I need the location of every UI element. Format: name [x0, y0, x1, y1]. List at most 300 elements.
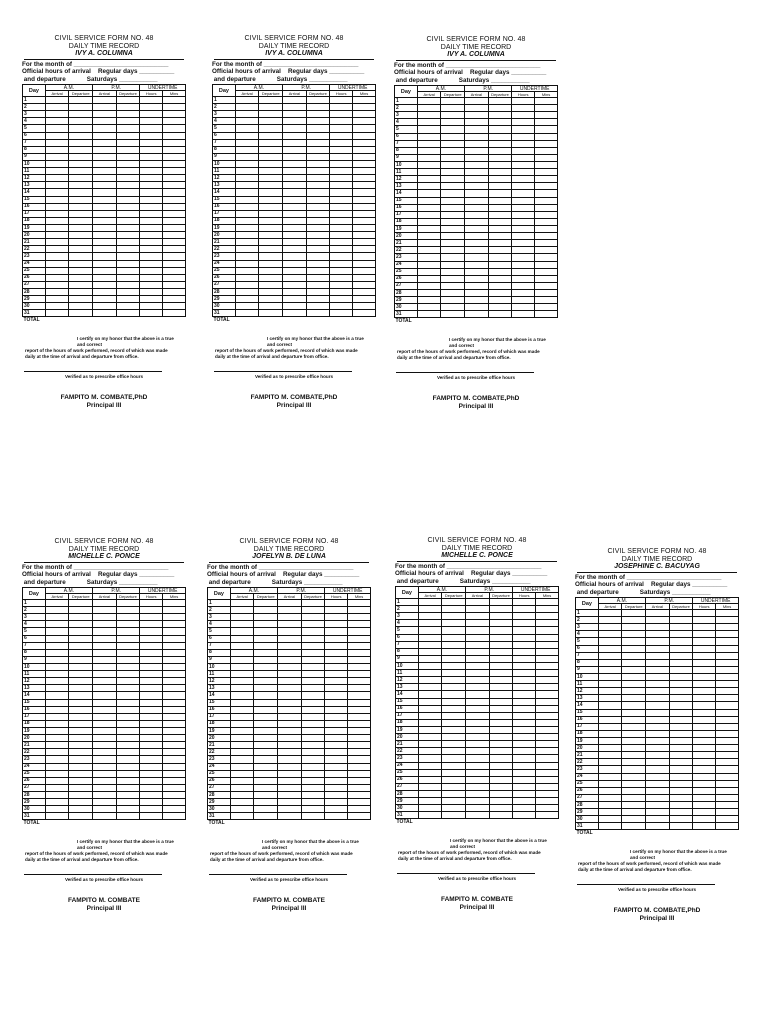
pm-departure-cell[interactable]	[116, 770, 140, 777]
am-departure-cell[interactable]	[69, 706, 93, 713]
am-departure-cell[interactable]	[441, 119, 465, 126]
pm-departure-cell[interactable]	[489, 613, 513, 620]
pm-departure-cell[interactable]	[301, 699, 325, 706]
pm-arrival-cell[interactable]	[466, 662, 490, 669]
undertime-hours-cell[interactable]	[325, 621, 348, 628]
undertime-mins-cell[interactable]	[535, 140, 558, 147]
pm-arrival-cell[interactable]	[278, 713, 302, 720]
am-arrival-cell[interactable]	[417, 254, 441, 261]
am-arrival-cell[interactable]	[45, 125, 69, 132]
pm-arrival-cell[interactable]	[93, 656, 117, 663]
pm-departure-cell[interactable]	[669, 638, 693, 645]
pm-arrival-cell[interactable]	[278, 649, 302, 656]
pm-arrival-cell[interactable]	[283, 253, 307, 260]
am-departure-cell[interactable]	[442, 741, 466, 748]
am-arrival-cell[interactable]	[45, 663, 69, 670]
undertime-mins-cell[interactable]	[163, 232, 186, 239]
am-departure-cell[interactable]	[442, 620, 466, 627]
pm-arrival-cell[interactable]	[646, 766, 670, 773]
undertime-hours-cell[interactable]	[140, 735, 163, 742]
pm-arrival-cell[interactable]	[465, 254, 489, 261]
am-departure-cell[interactable]	[622, 809, 646, 816]
pm-departure-cell[interactable]	[301, 784, 325, 791]
undertime-mins-cell[interactable]	[535, 261, 558, 268]
am-departure-cell[interactable]	[442, 748, 466, 755]
pm-arrival-cell[interactable]	[93, 260, 117, 267]
am-arrival-cell[interactable]	[45, 806, 69, 813]
pm-departure-cell[interactable]	[488, 119, 512, 126]
pm-departure-cell[interactable]	[669, 759, 693, 766]
am-departure-cell[interactable]	[622, 723, 646, 730]
pm-arrival-cell[interactable]	[93, 303, 117, 310]
am-arrival-cell[interactable]	[45, 97, 69, 104]
undertime-hours-cell[interactable]	[693, 823, 716, 830]
am-departure-cell[interactable]	[441, 311, 465, 318]
pm-arrival-cell[interactable]	[93, 777, 117, 784]
undertime-mins-cell[interactable]	[163, 749, 186, 756]
undertime-mins-cell[interactable]	[535, 268, 558, 275]
undertime-mins-cell[interactable]	[536, 634, 559, 641]
am-arrival-cell[interactable]	[418, 762, 442, 769]
undertime-hours-cell[interactable]	[512, 289, 535, 296]
undertime-hours-cell[interactable]	[330, 296, 353, 303]
pm-arrival-cell[interactable]	[278, 600, 302, 607]
am-arrival-cell[interactable]	[418, 726, 442, 733]
pm-arrival-cell[interactable]	[93, 274, 117, 281]
pm-arrival-cell[interactable]	[93, 628, 117, 635]
am-departure-cell[interactable]	[441, 233, 465, 240]
undertime-mins-cell[interactable]	[163, 97, 186, 104]
pm-arrival-cell[interactable]	[93, 663, 117, 670]
am-departure-cell[interactable]	[254, 713, 278, 720]
undertime-hours-cell[interactable]	[693, 787, 716, 794]
pm-arrival-cell[interactable]	[466, 655, 490, 662]
am-arrival-cell[interactable]	[230, 685, 254, 692]
undertime-hours-cell[interactable]	[693, 794, 716, 801]
pm-arrival-cell[interactable]	[93, 217, 117, 224]
am-arrival-cell[interactable]	[417, 268, 441, 275]
am-departure-cell[interactable]	[441, 147, 465, 154]
undertime-hours-cell[interactable]	[513, 662, 536, 669]
undertime-hours-cell[interactable]	[330, 281, 353, 288]
am-arrival-cell[interactable]	[45, 699, 69, 706]
pm-arrival-cell[interactable]	[283, 168, 307, 175]
pm-arrival-cell[interactable]	[93, 153, 117, 160]
pm-arrival-cell[interactable]	[278, 614, 302, 621]
am-departure-cell[interactable]	[69, 621, 93, 628]
pm-departure-cell[interactable]	[489, 762, 513, 769]
am-arrival-cell[interactable]	[417, 261, 441, 268]
pm-arrival-cell[interactable]	[646, 702, 670, 709]
pm-departure-cell[interactable]	[116, 649, 140, 656]
undertime-hours-cell[interactable]	[140, 749, 163, 756]
pm-departure-cell[interactable]	[489, 776, 513, 783]
pm-departure-cell[interactable]	[116, 160, 140, 167]
am-arrival-cell[interactable]	[235, 260, 259, 267]
pm-departure-cell[interactable]	[488, 268, 512, 275]
pm-arrival-cell[interactable]	[93, 253, 117, 260]
undertime-hours-cell[interactable]	[330, 196, 353, 203]
pm-departure-cell[interactable]	[116, 678, 140, 685]
undertime-mins-cell[interactable]	[348, 678, 371, 685]
am-arrival-cell[interactable]	[45, 203, 69, 210]
pm-departure-cell[interactable]	[669, 737, 693, 744]
undertime-hours-cell[interactable]	[693, 659, 716, 666]
am-arrival-cell[interactable]	[418, 798, 442, 805]
undertime-mins-cell[interactable]	[353, 267, 376, 274]
pm-departure-cell[interactable]	[488, 169, 512, 176]
am-departure-cell[interactable]	[259, 111, 283, 118]
pm-arrival-cell[interactable]	[283, 310, 307, 317]
pm-departure-cell[interactable]	[489, 677, 513, 684]
undertime-hours-cell[interactable]	[325, 614, 348, 621]
pm-departure-cell[interactable]	[489, 734, 513, 741]
undertime-mins-cell[interactable]	[535, 183, 558, 190]
pm-arrival-cell[interactable]	[93, 182, 117, 189]
pm-departure-cell[interactable]	[488, 190, 512, 197]
am-departure-cell[interactable]	[69, 713, 93, 720]
pm-arrival-cell[interactable]	[93, 111, 117, 118]
undertime-hours-cell[interactable]	[140, 104, 163, 111]
am-departure-cell[interactable]	[442, 698, 466, 705]
am-arrival-cell[interactable]	[230, 663, 254, 670]
undertime-mins-cell[interactable]	[163, 699, 186, 706]
undertime-mins-cell[interactable]	[163, 260, 186, 267]
undertime-mins-cell[interactable]	[353, 253, 376, 260]
undertime-mins-cell[interactable]	[716, 688, 739, 695]
am-departure-cell[interactable]	[622, 794, 646, 801]
am-departure-cell[interactable]	[441, 176, 465, 183]
pm-departure-cell[interactable]	[489, 748, 513, 755]
undertime-mins-cell[interactable]	[535, 169, 558, 176]
pm-departure-cell[interactable]	[669, 688, 693, 695]
am-departure-cell[interactable]	[69, 770, 93, 777]
pm-departure-cell[interactable]	[116, 210, 140, 217]
am-departure-cell[interactable]	[254, 784, 278, 791]
pm-departure-cell[interactable]	[116, 685, 140, 692]
undertime-mins-cell[interactable]	[353, 224, 376, 231]
pm-arrival-cell[interactable]	[466, 677, 490, 684]
undertime-mins-cell[interactable]	[353, 281, 376, 288]
pm-departure-cell[interactable]	[116, 189, 140, 196]
pm-departure-cell[interactable]	[301, 614, 325, 621]
pm-arrival-cell[interactable]	[465, 176, 489, 183]
am-departure-cell[interactable]	[254, 642, 278, 649]
am-departure-cell[interactable]	[69, 720, 93, 727]
undertime-hours-cell[interactable]	[513, 741, 536, 748]
pm-departure-cell[interactable]	[488, 183, 512, 190]
pm-arrival-cell[interactable]	[465, 147, 489, 154]
am-departure-cell[interactable]	[259, 296, 283, 303]
pm-departure-cell[interactable]	[116, 246, 140, 253]
undertime-hours-cell[interactable]	[140, 160, 163, 167]
pm-arrival-cell[interactable]	[646, 759, 670, 766]
undertime-hours-cell[interactable]	[512, 297, 535, 304]
pm-departure-cell[interactable]	[306, 168, 330, 175]
pm-arrival-cell[interactable]	[646, 638, 670, 645]
pm-arrival-cell[interactable]	[465, 154, 489, 161]
pm-departure-cell[interactable]	[301, 628, 325, 635]
pm-departure-cell[interactable]	[301, 642, 325, 649]
pm-arrival-cell[interactable]	[646, 737, 670, 744]
undertime-hours-cell[interactable]	[513, 726, 536, 733]
pm-arrival-cell[interactable]	[278, 749, 302, 756]
pm-arrival-cell[interactable]	[466, 805, 490, 812]
pm-departure-cell[interactable]	[116, 111, 140, 118]
undertime-mins-cell[interactable]	[348, 763, 371, 770]
am-arrival-cell[interactable]	[45, 678, 69, 685]
undertime-mins-cell[interactable]	[163, 628, 186, 635]
am-arrival-cell[interactable]	[235, 310, 259, 317]
am-departure-cell[interactable]	[442, 776, 466, 783]
undertime-hours-cell[interactable]	[693, 652, 716, 659]
am-departure-cell[interactable]	[622, 624, 646, 631]
pm-arrival-cell[interactable]	[278, 671, 302, 678]
am-departure-cell[interactable]	[69, 281, 93, 288]
pm-departure-cell[interactable]	[669, 752, 693, 759]
am-departure-cell[interactable]	[259, 217, 283, 224]
am-departure-cell[interactable]	[254, 799, 278, 806]
am-departure-cell[interactable]	[442, 719, 466, 726]
am-departure-cell[interactable]	[259, 139, 283, 146]
pm-arrival-cell[interactable]	[646, 695, 670, 702]
undertime-mins-cell[interactable]	[348, 777, 371, 784]
undertime-hours-cell[interactable]	[140, 713, 163, 720]
am-departure-cell[interactable]	[254, 663, 278, 670]
pm-arrival-cell[interactable]	[93, 139, 117, 146]
undertime-hours-cell[interactable]	[330, 118, 353, 125]
pm-arrival-cell[interactable]	[466, 606, 490, 613]
am-departure-cell[interactable]	[441, 190, 465, 197]
pm-departure-cell[interactable]	[116, 656, 140, 663]
am-arrival-cell[interactable]	[45, 671, 69, 678]
undertime-mins-cell[interactable]	[353, 160, 376, 167]
pm-arrival-cell[interactable]	[93, 118, 117, 125]
undertime-mins-cell[interactable]	[353, 288, 376, 295]
undertime-hours-cell[interactable]	[693, 752, 716, 759]
pm-departure-cell[interactable]	[306, 189, 330, 196]
pm-departure-cell[interactable]	[116, 742, 140, 749]
undertime-mins-cell[interactable]	[536, 783, 559, 790]
undertime-mins-cell[interactable]	[348, 791, 371, 798]
am-arrival-cell[interactable]	[418, 741, 442, 748]
pm-departure-cell[interactable]	[301, 635, 325, 642]
undertime-hours-cell[interactable]	[140, 260, 163, 267]
undertime-mins-cell[interactable]	[536, 670, 559, 677]
am-departure-cell[interactable]	[69, 735, 93, 742]
undertime-hours-cell[interactable]	[330, 217, 353, 224]
am-departure-cell[interactable]	[442, 762, 466, 769]
pm-departure-cell[interactable]	[116, 253, 140, 260]
am-arrival-cell[interactable]	[235, 168, 259, 175]
pm-arrival-cell[interactable]	[93, 635, 117, 642]
undertime-mins-cell[interactable]	[163, 146, 186, 153]
undertime-hours-cell[interactable]	[140, 671, 163, 678]
pm-arrival-cell[interactable]	[283, 239, 307, 246]
pm-departure-cell[interactable]	[669, 681, 693, 688]
undertime-hours-cell[interactable]	[325, 607, 348, 614]
undertime-mins-cell[interactable]	[163, 104, 186, 111]
pm-arrival-cell[interactable]	[465, 126, 489, 133]
pm-departure-cell[interactable]	[116, 791, 140, 798]
undertime-hours-cell[interactable]	[140, 146, 163, 153]
am-arrival-cell[interactable]	[45, 132, 69, 139]
undertime-hours-cell[interactable]	[140, 777, 163, 784]
pm-departure-cell[interactable]	[488, 147, 512, 154]
am-departure-cell[interactable]	[441, 204, 465, 211]
am-departure-cell[interactable]	[69, 210, 93, 217]
undertime-hours-cell[interactable]	[140, 189, 163, 196]
pm-arrival-cell[interactable]	[646, 688, 670, 695]
pm-arrival-cell[interactable]	[93, 649, 117, 656]
pm-departure-cell[interactable]	[301, 806, 325, 813]
pm-departure-cell[interactable]	[669, 673, 693, 680]
undertime-mins-cell[interactable]	[536, 606, 559, 613]
pm-departure-cell[interactable]	[489, 606, 513, 613]
am-departure-cell[interactable]	[441, 254, 465, 261]
pm-departure-cell[interactable]	[116, 749, 140, 756]
am-arrival-cell[interactable]	[45, 784, 69, 791]
pm-arrival-cell[interactable]	[646, 816, 670, 823]
am-departure-cell[interactable]	[442, 734, 466, 741]
undertime-hours-cell[interactable]	[330, 232, 353, 239]
am-departure-cell[interactable]	[259, 182, 283, 189]
am-departure-cell[interactable]	[69, 685, 93, 692]
pm-arrival-cell[interactable]	[465, 282, 489, 289]
am-departure-cell[interactable]	[69, 125, 93, 132]
undertime-mins-cell[interactable]	[716, 737, 739, 744]
undertime-mins-cell[interactable]	[353, 104, 376, 111]
am-arrival-cell[interactable]	[598, 766, 622, 773]
pm-arrival-cell[interactable]	[465, 119, 489, 126]
pm-departure-cell[interactable]	[306, 210, 330, 217]
am-arrival-cell[interactable]	[230, 791, 254, 798]
undertime-hours-cell[interactable]	[140, 182, 163, 189]
undertime-hours-cell[interactable]	[325, 727, 348, 734]
am-arrival-cell[interactable]	[230, 806, 254, 813]
undertime-mins-cell[interactable]	[716, 659, 739, 666]
pm-arrival-cell[interactable]	[465, 297, 489, 304]
am-arrival-cell[interactable]	[417, 161, 441, 168]
pm-arrival-cell[interactable]	[93, 175, 117, 182]
am-arrival-cell[interactable]	[235, 175, 259, 182]
undertime-mins-cell[interactable]	[163, 132, 186, 139]
undertime-mins-cell[interactable]	[163, 203, 186, 210]
pm-departure-cell[interactable]	[116, 260, 140, 267]
am-departure-cell[interactable]	[69, 118, 93, 125]
am-departure-cell[interactable]	[69, 189, 93, 196]
pm-arrival-cell[interactable]	[93, 267, 117, 274]
undertime-mins-cell[interactable]	[163, 635, 186, 642]
am-departure-cell[interactable]	[442, 662, 466, 669]
am-departure-cell[interactable]	[442, 691, 466, 698]
am-arrival-cell[interactable]	[235, 146, 259, 153]
undertime-mins-cell[interactable]	[535, 240, 558, 247]
pm-departure-cell[interactable]	[116, 217, 140, 224]
undertime-hours-cell[interactable]	[330, 288, 353, 295]
am-arrival-cell[interactable]	[417, 282, 441, 289]
pm-arrival-cell[interactable]	[283, 303, 307, 310]
am-arrival-cell[interactable]	[417, 311, 441, 318]
am-departure-cell[interactable]	[254, 763, 278, 770]
am-arrival-cell[interactable]	[598, 652, 622, 659]
undertime-mins-cell[interactable]	[348, 742, 371, 749]
undertime-mins-cell[interactable]	[353, 97, 376, 104]
pm-arrival-cell[interactable]	[465, 211, 489, 218]
undertime-hours-cell[interactable]	[693, 745, 716, 752]
am-arrival-cell[interactable]	[45, 763, 69, 770]
undertime-mins-cell[interactable]	[163, 756, 186, 763]
pm-arrival-cell[interactable]	[278, 813, 302, 820]
undertime-hours-cell[interactable]	[140, 111, 163, 118]
am-arrival-cell[interactable]	[45, 281, 69, 288]
pm-departure-cell[interactable]	[669, 695, 693, 702]
am-arrival-cell[interactable]	[598, 801, 622, 808]
undertime-mins-cell[interactable]	[163, 267, 186, 274]
undertime-hours-cell[interactable]	[330, 111, 353, 118]
pm-arrival-cell[interactable]	[93, 713, 117, 720]
am-departure-cell[interactable]	[69, 175, 93, 182]
undertime-mins-cell[interactable]	[536, 726, 559, 733]
am-arrival-cell[interactable]	[230, 749, 254, 756]
undertime-mins-cell[interactable]	[535, 289, 558, 296]
pm-arrival-cell[interactable]	[283, 153, 307, 160]
am-arrival-cell[interactable]	[418, 734, 442, 741]
undertime-mins-cell[interactable]	[348, 685, 371, 692]
am-arrival-cell[interactable]	[417, 225, 441, 232]
pm-arrival-cell[interactable]	[646, 752, 670, 759]
undertime-hours-cell[interactable]	[330, 168, 353, 175]
pm-departure-cell[interactable]	[301, 621, 325, 628]
am-departure-cell[interactable]	[441, 161, 465, 168]
undertime-mins-cell[interactable]	[535, 176, 558, 183]
am-departure-cell[interactable]	[69, 288, 93, 295]
pm-departure-cell[interactable]	[488, 161, 512, 168]
pm-departure-cell[interactable]	[116, 175, 140, 182]
undertime-hours-cell[interactable]	[330, 97, 353, 104]
pm-departure-cell[interactable]	[116, 813, 140, 820]
undertime-hours-cell[interactable]	[325, 791, 348, 798]
pm-arrival-cell[interactable]	[466, 748, 490, 755]
undertime-mins-cell[interactable]	[163, 168, 186, 175]
am-departure-cell[interactable]	[441, 98, 465, 105]
pm-departure-cell[interactable]	[489, 698, 513, 705]
am-arrival-cell[interactable]	[230, 713, 254, 720]
undertime-hours-cell[interactable]	[140, 224, 163, 231]
pm-departure-cell[interactable]	[116, 125, 140, 132]
am-arrival-cell[interactable]	[230, 607, 254, 614]
am-departure-cell[interactable]	[441, 247, 465, 254]
pm-arrival-cell[interactable]	[283, 281, 307, 288]
am-arrival-cell[interactable]	[417, 197, 441, 204]
undertime-hours-cell[interactable]	[512, 261, 535, 268]
pm-arrival-cell[interactable]	[465, 140, 489, 147]
pm-arrival-cell[interactable]	[465, 98, 489, 105]
undertime-hours-cell[interactable]	[512, 225, 535, 232]
undertime-hours-cell[interactable]	[512, 268, 535, 275]
am-arrival-cell[interactable]	[598, 730, 622, 737]
am-departure-cell[interactable]	[254, 649, 278, 656]
pm-arrival-cell[interactable]	[465, 304, 489, 311]
undertime-hours-cell[interactable]	[140, 310, 163, 317]
pm-arrival-cell[interactable]	[283, 189, 307, 196]
undertime-hours-cell[interactable]	[512, 197, 535, 204]
undertime-hours-cell[interactable]	[693, 737, 716, 744]
undertime-hours-cell[interactable]	[512, 204, 535, 211]
am-departure-cell[interactable]	[442, 677, 466, 684]
undertime-hours-cell[interactable]	[512, 218, 535, 225]
pm-departure-cell[interactable]	[488, 261, 512, 268]
